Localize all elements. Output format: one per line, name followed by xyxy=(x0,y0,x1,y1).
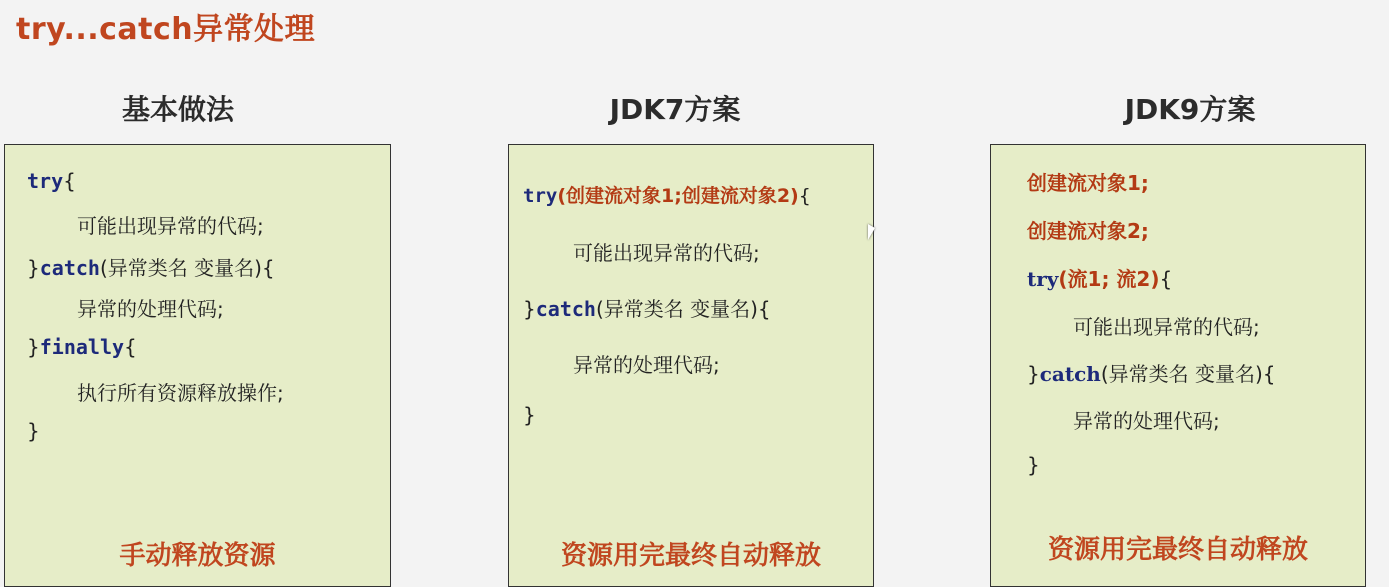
catch-keyword: catch xyxy=(1039,362,1101,386)
basic-handler-line: 异常的处理代码; xyxy=(77,297,224,321)
jdk7-footer: 资源用完最终自动释放 xyxy=(560,541,821,571)
basic-end-line: } xyxy=(27,419,40,443)
jdk7-body-line: 可能出现异常的代码; xyxy=(573,241,760,265)
catch-args: (异常类名 变量名){ xyxy=(595,297,771,321)
jdk7-catch-line xyxy=(523,293,771,322)
jdk9-body-line: 可能出现异常的代码; xyxy=(1073,315,1260,339)
jdk9-catch-line xyxy=(1027,358,1276,387)
basic-catch-line xyxy=(27,252,275,281)
try-resources: (流1; 流2) xyxy=(1058,267,1160,291)
jdk9-create1-line: 创建流对象1; xyxy=(1027,171,1149,195)
close-brace: } xyxy=(1027,362,1040,386)
jdk9-create2-line: 创建流对象2; xyxy=(1027,219,1149,243)
jdk7-handler-line: 异常的处理代码; xyxy=(573,353,720,377)
try-keyword: try xyxy=(523,185,558,207)
basic-footer: 手动释放资源 xyxy=(119,541,276,571)
jdk9-footer: 资源用完最终自动释放 xyxy=(1047,535,1308,565)
jdk7-try-line xyxy=(523,181,811,208)
mouse-cursor-icon xyxy=(868,224,875,240)
finally-keyword: finally xyxy=(39,335,125,359)
catch-args: (异常类名 变量名){ xyxy=(1100,362,1276,386)
jdk7-end-line: } xyxy=(523,403,536,427)
basic-finally-line xyxy=(27,335,137,359)
jdk9-panel xyxy=(990,144,1366,587)
basic-body-line: 可能出现异常的代码; xyxy=(77,214,264,238)
jdk7-panel xyxy=(508,144,874,587)
catch-keyword: catch xyxy=(39,256,100,280)
jdk9-heading: JDK9方案 xyxy=(1124,93,1256,126)
basic-heading: 基本做法 xyxy=(121,93,234,126)
catch-keyword: catch xyxy=(535,297,596,321)
close-brace: } xyxy=(27,335,40,359)
close-brace: } xyxy=(523,297,536,321)
try-resources: (创建流对象1;创建流对象2) xyxy=(557,185,799,207)
jdk9-end-line: } xyxy=(1027,453,1040,477)
close-brace: } xyxy=(27,256,40,280)
jdk9-handler-line: 异常的处理代码; xyxy=(1073,409,1220,433)
basic-try-line xyxy=(27,169,76,193)
open-brace: { xyxy=(798,185,811,207)
jdk7-heading: JDK7方案 xyxy=(609,93,741,126)
open-brace: { xyxy=(124,335,137,359)
try-keyword: try xyxy=(1027,267,1059,291)
basic-panel xyxy=(4,144,391,587)
jdk9-try-line xyxy=(1027,263,1172,292)
open-brace: { xyxy=(63,169,76,193)
open-brace: { xyxy=(1159,267,1173,291)
page-title: try...catch异常处理 xyxy=(16,12,316,47)
try-keyword: try xyxy=(27,169,64,193)
catch-args: (异常类名 变量名){ xyxy=(99,256,275,280)
basic-finally-body-line: 执行所有资源释放操作; xyxy=(77,381,284,405)
